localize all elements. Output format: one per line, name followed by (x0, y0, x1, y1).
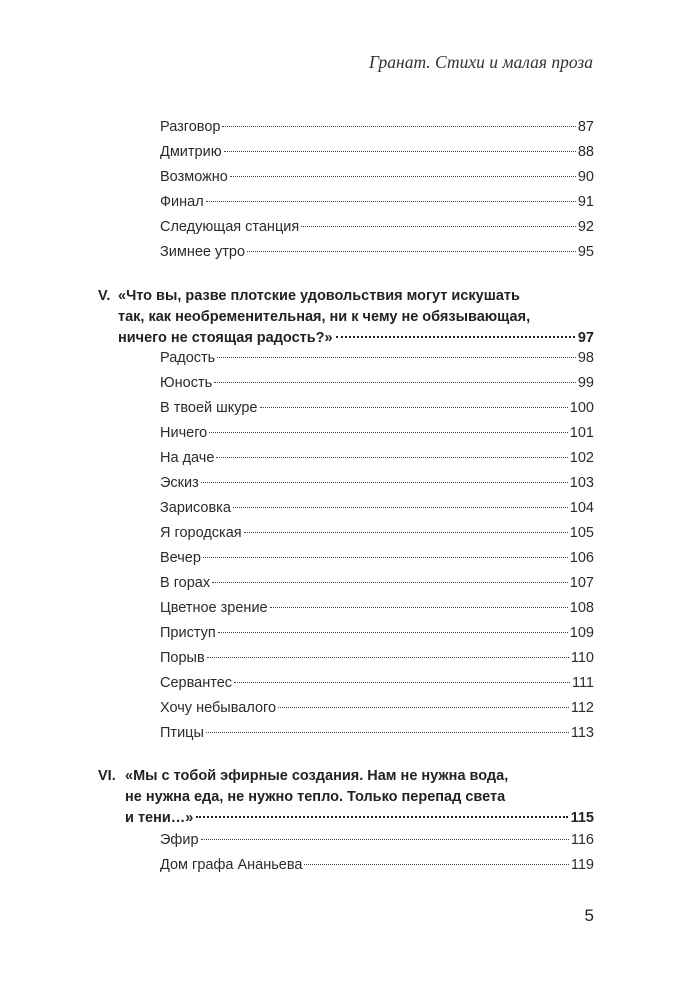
toc-entry-title: Разговор (160, 119, 221, 135)
dot-leader (217, 357, 576, 358)
toc-entry[interactable] (160, 499, 594, 517)
section-title-line: ничего не стоящая радость?» (118, 330, 333, 346)
toc-entry-title: Ничего (160, 425, 208, 441)
section-page: 97 (577, 330, 594, 346)
section-heading-v[interactable] (98, 286, 594, 352)
toc-entry-title: Радость (160, 350, 216, 366)
toc-entry[interactable] (160, 168, 594, 186)
toc-entry-title: На даче (160, 450, 215, 466)
toc-entry[interactable] (160, 143, 594, 161)
toc-entry-title: Дмитрию (160, 144, 222, 160)
toc-entry[interactable] (160, 118, 594, 136)
toc-entry[interactable] (160, 474, 594, 492)
toc-entry[interactable] (160, 599, 594, 617)
dot-leader (214, 382, 576, 383)
toc-entry[interactable] (160, 649, 594, 667)
toc-entry-page: 88 (577, 144, 594, 160)
toc-entry-title: Цветное зрение (160, 600, 268, 616)
toc-entry-title: Эскиз (160, 475, 199, 491)
toc-entry[interactable] (160, 218, 594, 236)
section-title-last-line (118, 328, 594, 349)
toc-entry-page: 100 (569, 400, 594, 416)
toc-entry-page: 91 (577, 194, 594, 210)
toc-entry-page: 98 (577, 350, 594, 366)
toc-entry-page: 116 (570, 832, 594, 848)
dot-leader (260, 407, 568, 408)
page-number: 5 (584, 906, 594, 925)
toc-entry[interactable] (160, 624, 594, 642)
toc-entry[interactable] (160, 574, 594, 592)
section-number: V. (98, 288, 111, 304)
dot-leader (209, 432, 568, 433)
toc-entry-title: Возможно (160, 169, 228, 185)
toc-entry[interactable] (160, 243, 594, 261)
dot-leader (234, 682, 570, 683)
toc-entry-page: 102 (569, 450, 594, 466)
dot-leader (212, 582, 568, 583)
toc-entry-title: Следующая станция (160, 219, 300, 235)
dot-leader (218, 632, 568, 633)
toc-entry-page: 95 (577, 244, 594, 260)
toc-entry-title: В горах (160, 575, 211, 591)
dot-leader (270, 607, 568, 608)
section-title-line: так, как необременительная, ни к чему не обязывающая, (118, 309, 531, 325)
section-heading-vi[interactable] (98, 766, 594, 832)
toc-entry[interactable] (160, 524, 594, 542)
toc-entry-page: 108 (569, 600, 594, 616)
toc-entry-title: Приступ (160, 625, 216, 641)
toc-entry-title: Сервантес (160, 675, 233, 691)
toc-entry-page: 101 (569, 425, 594, 441)
dot-leader (203, 557, 568, 558)
section-title-line: «Мы с тобой эфирные создания. Нам не нужна вода, (125, 768, 509, 784)
dot-leader (304, 864, 568, 865)
toc-entry[interactable] (160, 856, 594, 874)
dot-leader (247, 251, 576, 252)
toc-entry-page: 113 (570, 725, 594, 741)
toc-entry-title: Птицы (160, 725, 204, 741)
section-title-line: «Что вы, разве плотские удовольствия могут искушать (118, 288, 520, 304)
dot-leader (230, 176, 576, 177)
section-number: VI. (98, 768, 116, 784)
dot-leader (224, 151, 576, 152)
toc-entry-title: Вечер (160, 550, 201, 566)
toc-entry-page: 87 (577, 119, 594, 135)
toc-entry-title: Финал (160, 194, 204, 210)
dot-leader (301, 226, 576, 227)
dot-leader (278, 707, 569, 708)
toc-entry-page: 90 (577, 169, 594, 185)
section-page: 115 (570, 810, 594, 826)
toc-entry[interactable] (160, 449, 594, 467)
dot-leader (206, 732, 569, 733)
section-title-line: не нужна еда, не нужно тепло. Только перепад света (125, 789, 506, 805)
toc-entry-page: 103 (569, 475, 594, 491)
dot-leader (206, 201, 576, 202)
toc-entry[interactable] (160, 674, 594, 692)
toc-entry-page: 99 (577, 375, 594, 391)
section-title-line: и тени…» (125, 810, 194, 826)
toc-entry[interactable] (160, 424, 594, 442)
section-title-last-line (125, 808, 594, 829)
toc-entry-title: Я городская (160, 525, 242, 541)
toc-entry-title: Эфир (160, 832, 199, 848)
dot-leader (207, 657, 569, 658)
dot-leader (196, 816, 567, 818)
toc-entry-page: 92 (577, 219, 594, 235)
dot-leader (216, 457, 567, 458)
toc-entry[interactable] (160, 549, 594, 567)
toc-entry-page: 110 (570, 650, 594, 666)
toc-entry-title: Порыв (160, 650, 205, 666)
dot-leader (233, 507, 568, 508)
toc-entry[interactable] (160, 374, 594, 392)
toc-entry-page: 107 (569, 575, 594, 591)
toc-entry[interactable] (160, 193, 594, 211)
toc-entry-page: 111 (571, 675, 594, 691)
dot-leader (201, 839, 569, 840)
toc-entry-page: 104 (569, 500, 594, 516)
toc-entry[interactable] (160, 349, 594, 367)
toc-entry-title: Зимнее утро (160, 244, 246, 260)
toc-entry-title: Хочу небывалого (160, 700, 277, 716)
toc-entry-page: 106 (569, 550, 594, 566)
toc-entry-page: 105 (569, 525, 594, 541)
dot-leader (244, 532, 568, 533)
toc-entry-page: 112 (570, 700, 594, 716)
toc-entry-page: 109 (569, 625, 594, 641)
dot-leader (336, 336, 575, 338)
toc-entry[interactable] (160, 724, 594, 742)
toc-entry-title: В твоей шкуре (160, 400, 258, 416)
running-header: Гранат. Стихи и малая проза (369, 52, 593, 72)
toc-entry-title: Дом графа Ананьева (160, 857, 303, 873)
toc-entry-title: Юность (160, 375, 213, 391)
toc-entry[interactable] (160, 831, 594, 849)
dot-leader (222, 126, 575, 127)
toc-entry[interactable] (160, 699, 594, 717)
toc-entry[interactable] (160, 399, 594, 417)
dot-leader (201, 482, 568, 483)
toc-entry-page: 119 (570, 857, 594, 873)
toc-entry-title: Зарисовка (160, 500, 231, 516)
